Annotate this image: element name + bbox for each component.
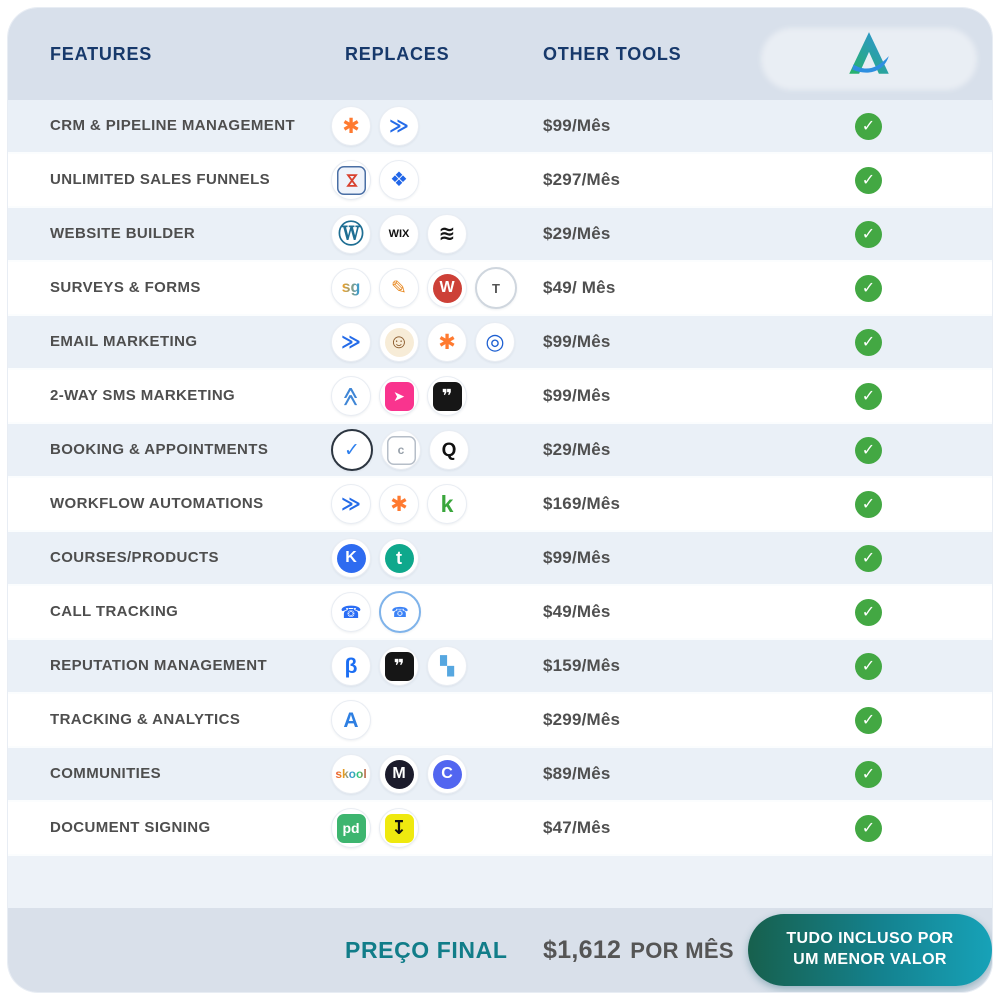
check-clock-icon: ✓ bbox=[331, 429, 373, 471]
slicktext-quote-icon: ❞ bbox=[427, 376, 467, 416]
column-header-features: FEATURES bbox=[50, 43, 153, 64]
replaces-icons bbox=[331, 429, 537, 471]
skool-icon: skool bbox=[331, 754, 371, 794]
empty-spacer-row bbox=[8, 856, 992, 908]
feature-label: EMAIL MARKETING bbox=[50, 333, 198, 350]
hubspot-icon: ✱ bbox=[331, 106, 371, 146]
column-header-replaces: REPLACES bbox=[345, 43, 450, 64]
feature-label: TRACKING & ANALYTICS bbox=[50, 711, 241, 728]
other-tools-price: $99/Mês bbox=[543, 548, 611, 567]
included-check-icon: ✓ bbox=[855, 329, 882, 356]
table-header bbox=[8, 8, 992, 100]
table-row bbox=[8, 100, 992, 154]
table-footer bbox=[8, 908, 992, 992]
callrail-pin-icon: ☎ bbox=[331, 592, 371, 632]
other-tools-price: $47/Mês bbox=[543, 818, 611, 837]
feature-label: REPUTATION MANAGEMENT bbox=[50, 657, 268, 674]
hubspot-icon: ✱ bbox=[427, 322, 467, 362]
hubspot-icon: ✱ bbox=[379, 484, 419, 524]
table-row bbox=[8, 424, 992, 478]
activecampaign-icon: ≫ bbox=[331, 322, 371, 362]
table-row bbox=[8, 154, 992, 208]
cta-line1: TUDO INCLUSO POR bbox=[786, 930, 954, 948]
table-row bbox=[8, 208, 992, 262]
replaces-icons bbox=[331, 484, 537, 524]
included-check-icon: ✓ bbox=[855, 599, 882, 626]
table-row bbox=[8, 478, 992, 532]
other-tools-price: $169/Mês bbox=[543, 494, 621, 513]
pen-icon: ✎ bbox=[379, 268, 419, 308]
activecampaign-icon: ≫ bbox=[379, 106, 419, 146]
table-row bbox=[8, 316, 992, 370]
replaces-icons bbox=[331, 591, 537, 633]
replaces-icons bbox=[331, 754, 537, 794]
final-price-period: POR MÊS bbox=[630, 937, 734, 963]
squarespace-icon: ≋ bbox=[427, 214, 467, 254]
cta-line2: UM MENOR VALOR bbox=[793, 951, 947, 968]
clickfunnels-icon: ⋈ bbox=[331, 160, 371, 200]
typeform-icon: T bbox=[475, 267, 517, 309]
feature-label: COURSES/PRODUCTS bbox=[50, 549, 219, 566]
feature-label: SURVEYS & FORMS bbox=[50, 279, 201, 296]
other-tools-price: $99/Mês bbox=[543, 116, 611, 135]
replaces-icons bbox=[331, 376, 537, 416]
brand-a-logo bbox=[843, 28, 895, 80]
other-tools-price: $49/Mês bbox=[543, 602, 611, 621]
included-check-icon: ✓ bbox=[855, 545, 882, 572]
sms-plane-icon: ➤ bbox=[379, 376, 419, 416]
replaces-icons bbox=[331, 808, 537, 848]
table-row bbox=[8, 586, 992, 640]
feature-label: COMMUNITIES bbox=[50, 765, 162, 782]
analytics-a-icon: A bbox=[331, 700, 371, 740]
replaces-icons bbox=[331, 646, 537, 686]
esign-arrow-icon: ↧ bbox=[379, 808, 419, 848]
included-check-icon: ✓ bbox=[855, 221, 882, 248]
included-check-icon: ✓ bbox=[855, 275, 882, 302]
final-price-amount: $1,612 bbox=[543, 935, 622, 964]
constant-contact-icon: ◎ bbox=[475, 322, 515, 362]
other-tools-price: $159/Mês bbox=[543, 656, 621, 675]
table-body bbox=[8, 100, 992, 856]
q-logo-icon: Q bbox=[429, 430, 469, 470]
other-tools-price: $49/ Mês bbox=[543, 278, 616, 297]
mighty-networks-icon: M bbox=[379, 754, 419, 794]
replaces-icons bbox=[331, 160, 537, 200]
included-check-icon: ✓ bbox=[855, 653, 882, 680]
included-check-icon: ✓ bbox=[855, 167, 882, 194]
layers-icon: ❖ bbox=[379, 160, 419, 200]
table-row bbox=[8, 370, 992, 424]
other-tools-price: $99/Mês bbox=[543, 386, 611, 405]
puzzle-icon: ▚ bbox=[427, 646, 467, 686]
table-row bbox=[8, 640, 992, 694]
table-row bbox=[8, 694, 992, 748]
final-price-value bbox=[537, 936, 745, 965]
chevrons-up-icon: ≫ bbox=[331, 376, 371, 416]
pricing-comparison-card bbox=[8, 8, 992, 992]
dial-phone-icon: ☎ bbox=[379, 591, 421, 633]
other-tools-price: $299/Mês bbox=[543, 710, 621, 729]
feature-label: WEBSITE BUILDER bbox=[50, 225, 196, 242]
pandadoc-icon: pd bbox=[331, 808, 371, 848]
feature-label: UNLIMITED SALES FUNNELS bbox=[50, 171, 271, 188]
column-header-brand bbox=[745, 28, 992, 80]
other-tools-price: $29/Mês bbox=[543, 440, 611, 459]
keap-icon: k bbox=[427, 484, 467, 524]
feature-label: WORKFLOW AUTOMATIONS bbox=[50, 495, 264, 512]
feature-label: DOCUMENT SIGNING bbox=[50, 819, 211, 836]
surveygizmo-icon: sg bbox=[331, 268, 371, 308]
included-check-icon: ✓ bbox=[855, 761, 882, 788]
feature-label: CRM & PIPELINE MANAGEMENT bbox=[50, 117, 296, 134]
included-check-icon: ✓ bbox=[855, 113, 882, 140]
replaces-icons bbox=[331, 538, 537, 578]
feature-label: BOOKING & APPOINTMENTS bbox=[50, 441, 269, 458]
table-row bbox=[8, 802, 992, 856]
activecampaign-icon: ≫ bbox=[331, 484, 371, 524]
teachable-icon: t bbox=[379, 538, 419, 578]
other-tools-price: $89/Mês bbox=[543, 764, 611, 783]
wufoo-icon: W bbox=[427, 268, 467, 308]
all-included-cta-button[interactable] bbox=[748, 914, 992, 986]
included-check-icon: ✓ bbox=[855, 491, 882, 518]
wix-icon: WIX bbox=[379, 214, 419, 254]
replaces-icons bbox=[331, 267, 537, 309]
calendar-icon: c bbox=[381, 430, 421, 470]
birdeye-icon: β bbox=[331, 646, 371, 686]
table-row bbox=[8, 262, 992, 316]
circle-community-icon: C bbox=[427, 754, 467, 794]
column-header-other-tools: OTHER TOOLS bbox=[543, 43, 682, 64]
table-row bbox=[8, 532, 992, 586]
included-check-icon: ✓ bbox=[855, 383, 882, 410]
replaces-icons bbox=[331, 700, 537, 740]
included-check-icon: ✓ bbox=[855, 707, 882, 734]
included-check-icon: ✓ bbox=[855, 815, 882, 842]
feature-label: CALL TRACKING bbox=[50, 603, 179, 620]
feature-label: 2-WAY SMS MARKETING bbox=[50, 387, 236, 404]
quote-icon: ❞ bbox=[379, 646, 419, 686]
wordpress-icon: Ⓦ bbox=[331, 214, 371, 254]
included-check-icon: ✓ bbox=[855, 437, 882, 464]
kajabi-icon: K bbox=[331, 538, 371, 578]
replaces-icons bbox=[331, 322, 537, 362]
other-tools-price: $297/Mês bbox=[543, 170, 621, 189]
replaces-icons bbox=[331, 214, 537, 254]
other-tools-price: $99/Mês bbox=[543, 332, 611, 351]
final-price-label: PREÇO FINAL bbox=[345, 936, 508, 963]
table-row bbox=[8, 748, 992, 802]
other-tools-price: $29/Mês bbox=[543, 224, 611, 243]
replaces-icons bbox=[331, 106, 537, 146]
mailchimp-icon: ☺ bbox=[379, 322, 419, 362]
